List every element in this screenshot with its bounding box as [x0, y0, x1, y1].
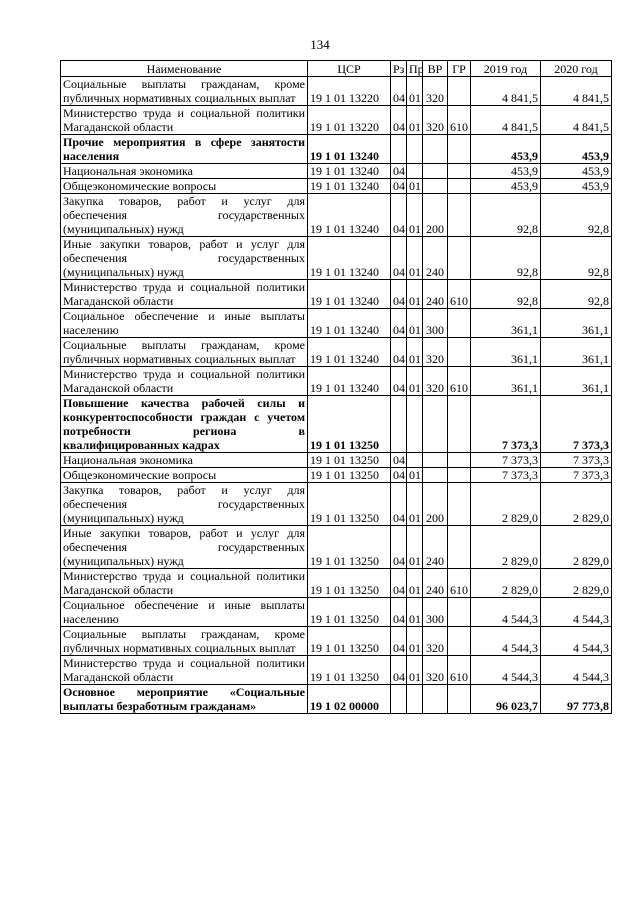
cell-gr	[448, 77, 471, 106]
header-2019: 2019 год	[471, 61, 541, 77]
cell-rz: 04	[391, 483, 407, 526]
cell-csr: 19 1 01 13240	[308, 164, 391, 179]
cell-gr	[448, 135, 471, 164]
cell-name: Министерство труда и социальной политики Магаданской области	[61, 656, 308, 685]
table-header-row	[61, 61, 612, 77]
cell-gr	[448, 526, 471, 569]
cell-name: Министерство труда и социальной политики Магаданской области	[61, 280, 308, 309]
cell-pr: 01	[407, 309, 423, 338]
table-row	[61, 77, 612, 106]
cell-csr: 19 1 01 13250	[308, 598, 391, 627]
cell-csr: 19 1 01 13240	[308, 338, 391, 367]
cell-gr	[448, 194, 471, 237]
cell-gr	[448, 468, 471, 483]
header-2020: 2020 год	[541, 61, 612, 77]
cell-2020: 97 773,8	[541, 685, 612, 714]
cell-rz: 04	[391, 569, 407, 598]
cell-vr: 240	[423, 526, 448, 569]
cell-pr: 01	[407, 179, 423, 194]
table-row	[61, 569, 612, 598]
cell-2019: 361,1	[471, 309, 541, 338]
table-body	[61, 77, 612, 714]
cell-rz: 04	[391, 179, 407, 194]
cell-gr	[448, 309, 471, 338]
cell-pr	[407, 164, 423, 179]
cell-2020: 7 373,3	[541, 453, 612, 468]
cell-2020: 4 544,3	[541, 656, 612, 685]
cell-vr	[423, 396, 448, 453]
table-row	[61, 483, 612, 526]
cell-vr: 320	[423, 627, 448, 656]
cell-rz: 04	[391, 367, 407, 396]
table-row	[61, 367, 612, 396]
cell-2019: 7 373,3	[471, 453, 541, 468]
cell-name: Социальное обеспечение и иные выплаты населению	[61, 598, 308, 627]
cell-name: Общеэкономические вопросы	[61, 179, 308, 194]
table-row	[61, 598, 612, 627]
cell-csr: 19 1 01 13240	[308, 135, 391, 164]
cell-pr: 01	[407, 367, 423, 396]
cell-2019: 92,8	[471, 280, 541, 309]
cell-gr	[448, 483, 471, 526]
cell-csr: 19 1 01 13250	[308, 483, 391, 526]
cell-rz: 04	[391, 598, 407, 627]
cell-2019: 4 544,3	[471, 598, 541, 627]
table-row	[61, 396, 612, 453]
cell-pr: 01	[407, 77, 423, 106]
cell-gr: 610	[448, 569, 471, 598]
cell-pr	[407, 396, 423, 453]
cell-gr: 610	[448, 367, 471, 396]
budget-table	[60, 60, 612, 714]
cell-rz: 04	[391, 468, 407, 483]
cell-csr: 19 1 01 13240	[308, 179, 391, 194]
cell-vr	[423, 468, 448, 483]
cell-2020: 2 829,0	[541, 569, 612, 598]
cell-name: Повышение качества рабочей силы и конкурентоспособности граждан с учетом потребности региона в квалифицированных кадрах	[61, 396, 308, 453]
cell-2019: 453,9	[471, 135, 541, 164]
cell-vr: 300	[423, 598, 448, 627]
header-rz: Рз	[391, 61, 407, 77]
cell-csr: 19 1 01 13220	[308, 106, 391, 135]
cell-rz: 04	[391, 656, 407, 685]
table-row	[61, 685, 612, 714]
cell-pr: 01	[407, 483, 423, 526]
cell-pr: 01	[407, 338, 423, 367]
cell-2020: 453,9	[541, 179, 612, 194]
cell-2019: 7 373,3	[471, 396, 541, 453]
cell-name: Социальные выплаты гражданам, кроме публичных нормативных социальных выплат	[61, 338, 308, 367]
cell-name: Общеэкономические вопросы	[61, 468, 308, 483]
cell-name: Иные закупки товаров, работ и услуг для обеспечения государственных (муниципальных) нужд	[61, 526, 308, 569]
cell-csr: 19 1 01 13240	[308, 237, 391, 280]
cell-2019: 4 841,5	[471, 106, 541, 135]
cell-rz	[391, 135, 407, 164]
cell-rz	[391, 396, 407, 453]
header-vr: ВР	[423, 61, 448, 77]
table-row	[61, 106, 612, 135]
cell-csr: 19 1 01 13250	[308, 468, 391, 483]
cell-pr: 01	[407, 656, 423, 685]
cell-pr: 01	[407, 106, 423, 135]
cell-2019: 92,8	[471, 194, 541, 237]
cell-rz: 04	[391, 627, 407, 656]
cell-name: Министерство труда и социальной политики Магаданской области	[61, 106, 308, 135]
cell-pr: 01	[407, 598, 423, 627]
cell-gr	[448, 338, 471, 367]
cell-csr: 19 1 01 13250	[308, 453, 391, 468]
cell-2020: 7 373,3	[541, 396, 612, 453]
cell-rz: 04	[391, 280, 407, 309]
cell-pr	[407, 135, 423, 164]
table-row	[61, 237, 612, 280]
cell-pr: 01	[407, 280, 423, 309]
cell-2019: 2 829,0	[471, 483, 541, 526]
table-row	[61, 135, 612, 164]
cell-2019: 453,9	[471, 179, 541, 194]
cell-rz	[391, 685, 407, 714]
cell-csr: 19 1 01 13250	[308, 656, 391, 685]
cell-csr: 19 1 01 13250	[308, 526, 391, 569]
cell-name: Национальная экономика	[61, 164, 308, 179]
cell-vr	[423, 453, 448, 468]
table-row	[61, 453, 612, 468]
cell-rz: 04	[391, 237, 407, 280]
cell-2019: 2 829,0	[471, 569, 541, 598]
cell-name: Основное мероприятие «Социальные выплаты безработным гражданам»	[61, 685, 308, 714]
cell-2020: 2 829,0	[541, 526, 612, 569]
cell-gr: 610	[448, 656, 471, 685]
header-csr: ЦСР	[308, 61, 391, 77]
header-name: Наименование	[61, 61, 308, 77]
cell-2020: 7 373,3	[541, 468, 612, 483]
cell-vr: 200	[423, 483, 448, 526]
cell-pr: 01	[407, 194, 423, 237]
cell-pr: 01	[407, 569, 423, 598]
cell-2020: 92,8	[541, 194, 612, 237]
cell-gr	[448, 627, 471, 656]
cell-vr: 320	[423, 338, 448, 367]
cell-vr	[423, 164, 448, 179]
cell-vr: 200	[423, 194, 448, 237]
table-row	[61, 164, 612, 179]
cell-vr: 320	[423, 656, 448, 685]
cell-rz: 04	[391, 453, 407, 468]
cell-vr: 240	[423, 237, 448, 280]
cell-2020: 92,8	[541, 237, 612, 280]
cell-name: Социальные выплаты гражданам, кроме публичных нормативных социальных выплат	[61, 77, 308, 106]
cell-2020: 4 544,3	[541, 627, 612, 656]
cell-name: Национальная экономика	[61, 453, 308, 468]
cell-2020: 453,9	[541, 164, 612, 179]
cell-2020: 92,8	[541, 280, 612, 309]
cell-2020: 361,1	[541, 309, 612, 338]
cell-2019: 7 373,3	[471, 468, 541, 483]
cell-gr	[448, 179, 471, 194]
cell-pr: 01	[407, 468, 423, 483]
cell-2019: 96 023,7	[471, 685, 541, 714]
cell-gr	[448, 598, 471, 627]
cell-2019: 4 544,3	[471, 627, 541, 656]
cell-2020: 4 544,3	[541, 598, 612, 627]
cell-name: Иные закупки товаров, работ и услуг для обеспечения государственных (муниципальных) нужд	[61, 237, 308, 280]
cell-gr: 610	[448, 106, 471, 135]
cell-pr: 01	[407, 526, 423, 569]
cell-2019: 361,1	[471, 338, 541, 367]
cell-name: Прочие мероприятия в сфере занятости населения	[61, 135, 308, 164]
cell-gr	[448, 237, 471, 280]
cell-rz: 04	[391, 309, 407, 338]
cell-2020: 361,1	[541, 367, 612, 396]
cell-rz: 04	[391, 194, 407, 237]
cell-csr: 19 1 01 13250	[308, 396, 391, 453]
cell-name: Министерство труда и социальной политики Магаданской области	[61, 569, 308, 598]
cell-vr: 320	[423, 367, 448, 396]
table-row	[61, 468, 612, 483]
cell-gr	[448, 396, 471, 453]
cell-2020: 453,9	[541, 135, 612, 164]
cell-vr	[423, 179, 448, 194]
cell-csr: 19 1 01 13250	[308, 627, 391, 656]
cell-csr: 19 1 01 13220	[308, 77, 391, 106]
header-pr: Пр	[407, 61, 423, 77]
table-row	[61, 656, 612, 685]
header-gr: ГР	[448, 61, 471, 77]
cell-vr: 320	[423, 77, 448, 106]
cell-vr: 240	[423, 280, 448, 309]
cell-name: Социальное обеспечение и иные выплаты населению	[61, 309, 308, 338]
cell-2020: 361,1	[541, 338, 612, 367]
cell-gr: 610	[448, 280, 471, 309]
cell-gr	[448, 164, 471, 179]
cell-pr	[407, 453, 423, 468]
cell-2019: 4 841,5	[471, 77, 541, 106]
cell-2020: 2 829,0	[541, 483, 612, 526]
cell-2019: 2 829,0	[471, 526, 541, 569]
cell-csr: 19 1 01 13240	[308, 367, 391, 396]
cell-vr	[423, 685, 448, 714]
cell-pr: 01	[407, 627, 423, 656]
cell-gr	[448, 453, 471, 468]
cell-rz: 04	[391, 164, 407, 179]
cell-rz: 04	[391, 338, 407, 367]
cell-csr: 19 1 01 13240	[308, 280, 391, 309]
cell-name: Закупка товаров, работ и услуг для обеспечения государственных (муниципальных) нужд	[61, 194, 308, 237]
cell-vr	[423, 135, 448, 164]
cell-rz: 04	[391, 526, 407, 569]
cell-2019: 453,9	[471, 164, 541, 179]
cell-2019: 4 544,3	[471, 656, 541, 685]
table-row	[61, 179, 612, 194]
table-row	[61, 194, 612, 237]
table-row	[61, 280, 612, 309]
cell-vr: 320	[423, 106, 448, 135]
cell-2020: 4 841,5	[541, 106, 612, 135]
cell-csr: 19 1 02 00000	[308, 685, 391, 714]
cell-2019: 361,1	[471, 367, 541, 396]
cell-name: Социальные выплаты гражданам, кроме публичных нормативных социальных выплат	[61, 627, 308, 656]
cell-2019: 92,8	[471, 237, 541, 280]
cell-rz: 04	[391, 106, 407, 135]
cell-rz: 04	[391, 77, 407, 106]
cell-pr	[407, 685, 423, 714]
table-row	[61, 627, 612, 656]
cell-pr: 01	[407, 237, 423, 280]
cell-gr	[448, 685, 471, 714]
cell-csr: 19 1 01 13250	[308, 569, 391, 598]
cell-vr: 300	[423, 309, 448, 338]
table-row	[61, 526, 612, 569]
cell-csr: 19 1 01 13240	[308, 194, 391, 237]
cell-name: Закупка товаров, работ и услуг для обеспечения государственных (муниципальных) нужд	[61, 483, 308, 526]
cell-csr: 19 1 01 13240	[308, 309, 391, 338]
cell-name: Министерство труда и социальной политики Магаданской области	[61, 367, 308, 396]
cell-vr: 240	[423, 569, 448, 598]
table-row	[61, 338, 612, 367]
page-number: 134	[310, 37, 330, 52]
table-row	[61, 309, 612, 338]
cell-2020: 4 841,5	[541, 77, 612, 106]
